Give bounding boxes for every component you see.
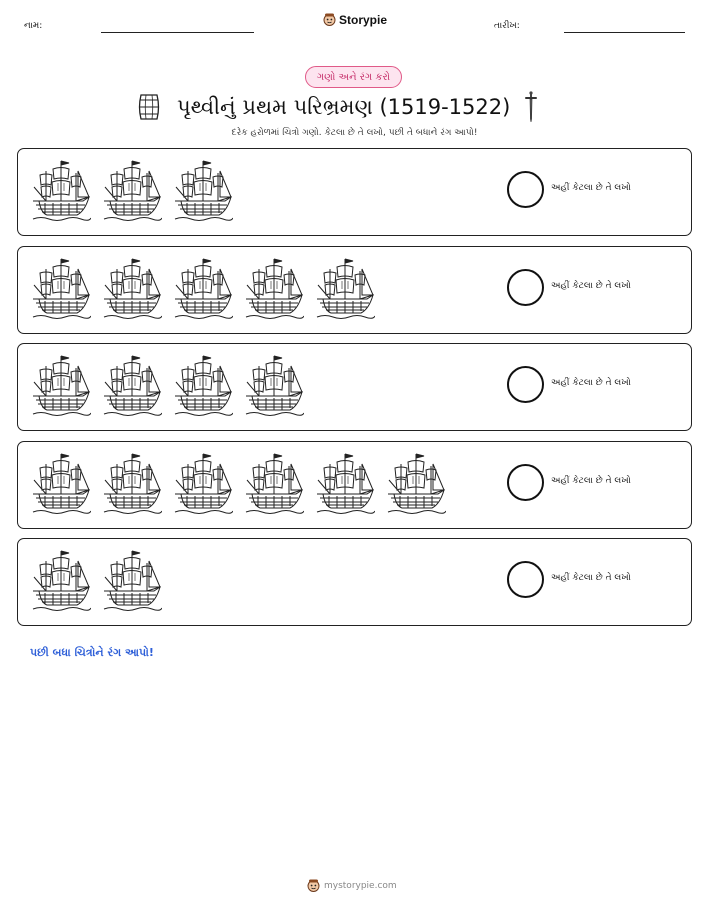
sailing-ship-icon <box>173 352 233 418</box>
ship-group <box>31 547 173 617</box>
sailing-ship-icon <box>102 450 162 516</box>
brand-name: Storypie <box>339 13 388 27</box>
barrel-icon <box>137 93 161 121</box>
site-footer <box>307 879 397 893</box>
sailing-ship-icon <box>102 352 162 418</box>
answer-label: અહીં કેટલા છે તે લખો <box>551 573 631 583</box>
brand-logo <box>323 13 387 27</box>
activity-badge: ગણો અને રંગ કરો <box>305 66 402 88</box>
sword-icon <box>524 91 538 123</box>
footer-note: પછી બધા ચિત્રોને રંગ આપો! <box>30 646 154 659</box>
counting-row <box>17 148 692 236</box>
sailing-ship-icon <box>315 255 375 321</box>
sailing-ship-icon <box>244 352 304 418</box>
ship-group <box>31 157 244 227</box>
answer-circle[interactable] <box>507 561 544 598</box>
sailing-ship-icon <box>173 450 233 516</box>
counting-row <box>17 441 692 529</box>
counting-row <box>17 246 692 334</box>
sailing-ship-icon <box>31 255 91 321</box>
sailing-ship-icon <box>173 157 233 223</box>
sailing-ship-icon <box>31 352 91 418</box>
sailing-ship-icon <box>102 157 162 223</box>
sailing-ship-icon <box>31 157 91 223</box>
answer-circle[interactable] <box>507 464 544 501</box>
answer-circle[interactable] <box>507 171 544 208</box>
ship-group <box>31 352 315 422</box>
name-label: નામ: <box>24 21 43 31</box>
sailing-ship-icon <box>173 255 233 321</box>
ship-group <box>31 255 386 325</box>
sailing-ship-icon <box>102 255 162 321</box>
answer-label: અહીં કેટલા છે તે લખો <box>551 378 631 388</box>
answer-label: અહીં કેટલા છે તે લખો <box>551 183 631 193</box>
date-line[interactable] <box>564 32 685 33</box>
sailing-ship-icon <box>102 547 162 613</box>
sailing-ship-icon <box>386 450 446 516</box>
storypie-logo-icon <box>307 879 320 893</box>
sailing-ship-icon <box>31 450 91 516</box>
sailing-ship-icon <box>315 450 375 516</box>
storypie-logo-icon <box>323 13 336 27</box>
sailing-ship-icon <box>31 547 91 613</box>
answer-circle[interactable] <box>507 269 544 306</box>
instructions: દરેક હરોળમાં ચિત્રો ગણો. કેટલા છે તે લખો, પછી તે બધાને રંગ આપો! <box>231 128 478 138</box>
counting-row <box>17 343 692 431</box>
answer-circle[interactable] <box>507 366 544 403</box>
answer-label: અહીં કેટલા છે તે લખો <box>551 280 631 291</box>
sailing-ship-icon <box>244 255 304 321</box>
counting-row <box>17 538 692 626</box>
ship-group <box>31 450 457 520</box>
title-row <box>137 92 538 122</box>
page-title: પૃથ્વીનું પ્રથમ પરિભ્રમણ (1519-1522) <box>177 94 511 119</box>
sailing-ship-icon <box>244 450 304 516</box>
site-url: mystorypie.com <box>324 881 397 891</box>
answer-label: અહીં કેટલા છે તે લખો <box>551 475 631 486</box>
date-label: તારીખ: <box>494 21 520 31</box>
name-line[interactable] <box>101 32 254 33</box>
